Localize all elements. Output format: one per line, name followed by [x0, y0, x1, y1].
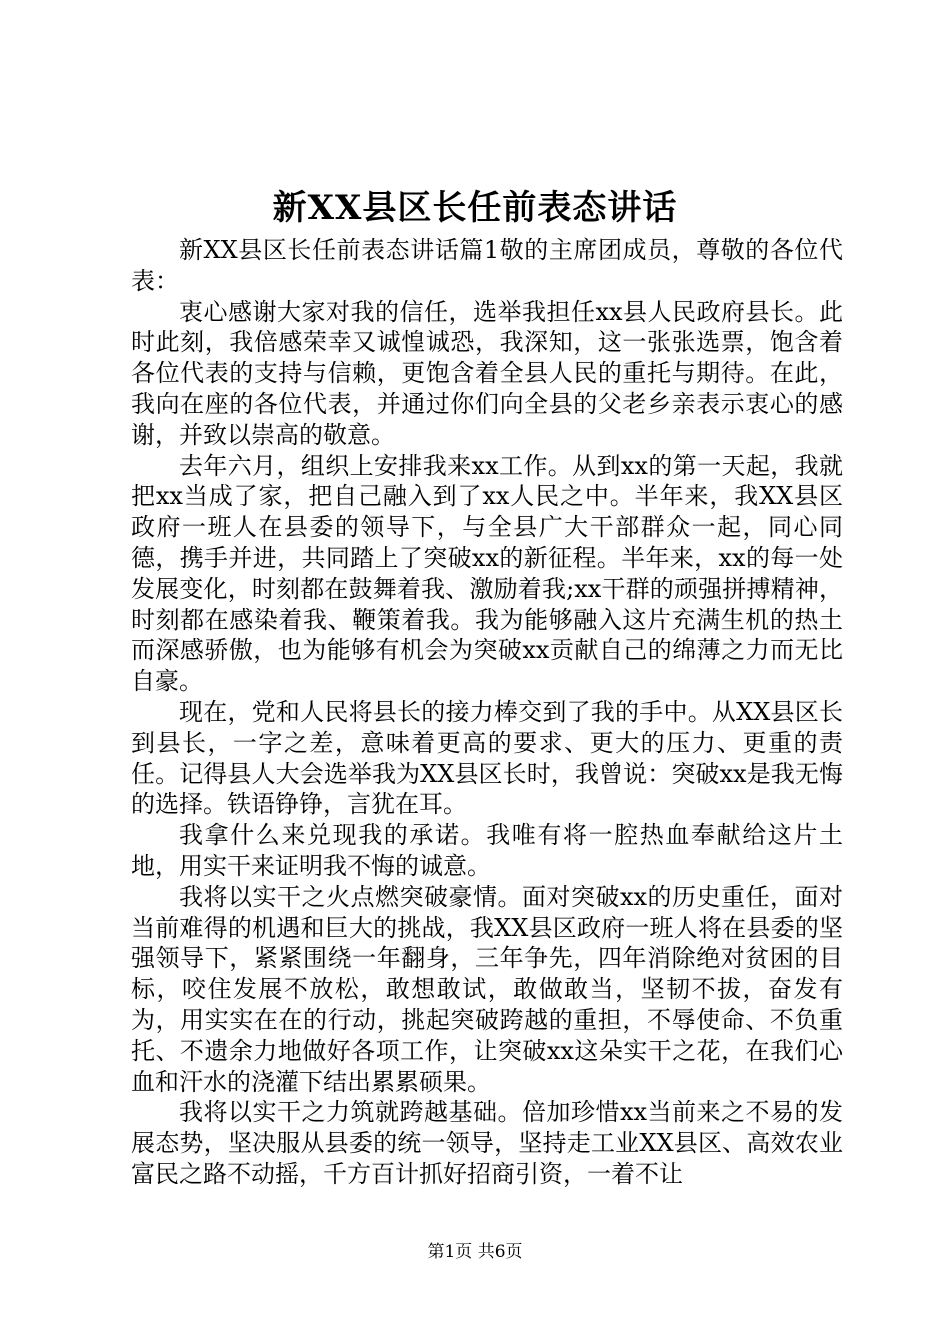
paragraph-4: 现在，党和人民将县长的接力棒交到了我的手中。从XX县区长到县长，一字之差，意味着更高的要求、更大的压力、更重的责任。记得县人大会选举我为XX县区长时，我曾说：突破xx是我无悔的选择。铁语铮铮，言犹在耳。	[131, 697, 843, 819]
paragraph-1: 新XX县区长任前表态讲话篇1敬的主席团成员，尊敬的各位代表：	[131, 236, 843, 295]
paragraph-6: 我将以实干之火点燃突破豪情。面对突破xx的历史重任，面对当前难得的机遇和巨大的挑战，我XX县区政府一班人将在县委的坚强领导下，紧紧围绕一年翻身，三年争先，四年消除绝对贫困的目标，咬住发展不放松，敢想敢试，敢做敢当，坚韧不拔，奋发有为，用实实在在的行动，挑起突破跨越的重担，不辱使命、不负重托、不遗余力地做好各项工作，让突破xx这朵实干之花，在我们心血和汗水的浇灌下结出累累硕果。	[131, 882, 843, 1096]
page-footer: 第1页 共6页	[427, 1242, 523, 1262]
paragraph-5: 我拿什么来兑现我的承诺。我唯有将一腔热血奉献给这片土地，用实干来证明我不悔的诚意。	[131, 821, 843, 880]
document-body	[131, 235, 843, 1190]
document-title: 新XX县区长任前表态讲话	[272, 188, 678, 228]
paragraph-7: 我将以实干之力筑就跨越基础。倍加珍惜xx当前来之不易的发展态势，坚决服从县委的统一领导，坚持走工业XX县区、高效农业富民之路不动摇，千方百计抓好招商引资，一着不让	[131, 1098, 843, 1188]
paragraph-2: 衷心感谢大家对我的信任，选举我担任xx县人民政府县长。此时此刻，我倍感荣幸又诚惶诚恐，我深知，这一张张选票，饱含着各位代表的支持与信赖，更饱含着全县人民的重托与期待。在此，我向在座的各位代表，并通过你们向全县的父老乡亲表示衷心的感谢，并致以崇高的敬意。	[131, 297, 843, 449]
paragraph-3: 去年六月，组织上安排我来xx工作。从到xx的第一天起，我就把xx当成了家，把自己融入到了xx人民之中。半年来，我XX县区政府一班人在县委的领导下，与全县广大干部群众一起，同心同德，携手并进，共同踏上了突破xx的新征程。半年来，xx的每一处发展变化，时刻都在鼓舞着我、激励着我;xx干群的顽强拼搏精神，时刻都在感染着我、鞭策着我。我为能够融入这片充满生机的热土而深感骄傲，也为能够有机会为突破xx贡献自己的绵薄之力而无比自豪。	[131, 451, 843, 696]
